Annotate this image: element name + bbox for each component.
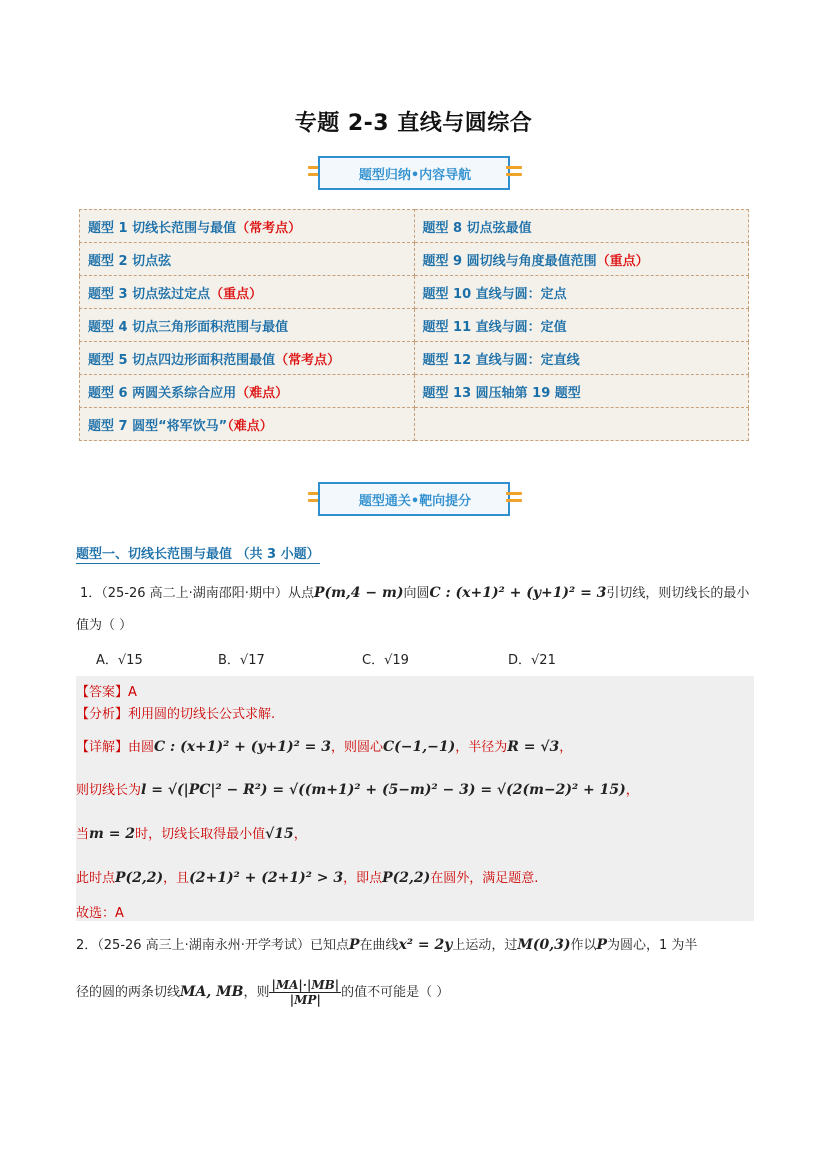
point-p: P(2,2) bbox=[115, 870, 164, 886]
q2-text: ，则 bbox=[243, 985, 270, 1000]
min-value: √15 bbox=[265, 826, 294, 842]
answer-panel bbox=[76, 676, 754, 921]
option-a: A．√15 bbox=[96, 653, 143, 668]
nav-topic-cell[interactable] bbox=[414, 210, 749, 243]
detail-text: ，即点 bbox=[343, 871, 383, 886]
analysis-line: 【分析】利用圆的切线长公式求解. bbox=[76, 707, 276, 722]
detail-text: ，且 bbox=[163, 871, 190, 886]
nav-topic-label: 题型 8 切点弦最值 bbox=[422, 220, 532, 236]
detail-circle: C : (x+1)² + (y+1)² = 3 bbox=[154, 739, 331, 755]
q1-circle: C : (x+1)² + (y+1)² = 3 bbox=[429, 585, 607, 601]
detail-text: 【详解】由圆 bbox=[76, 740, 155, 755]
nav-topic-label: 题型 4 切点三角形面积范围与最值 bbox=[88, 319, 289, 335]
choice-line: 故选：A bbox=[76, 906, 124, 921]
nav-topic-label: 题型 1 切线长范围与最值 bbox=[88, 220, 237, 236]
nav-topic-cell[interactable] bbox=[414, 375, 749, 408]
tangent-length-line bbox=[76, 779, 639, 798]
q2-point-m: M(0,3) bbox=[517, 937, 571, 953]
detail-text: ， bbox=[625, 783, 639, 798]
option-b: B．√17 bbox=[218, 653, 265, 668]
q2-fraction bbox=[269, 978, 341, 1007]
nav-topic-cell[interactable] bbox=[80, 375, 415, 408]
q2-text: 径的圆的两条切线 bbox=[76, 985, 181, 1000]
nav-topic-tag: （难点） bbox=[227, 418, 273, 434]
detail-text: 则切线长为 bbox=[76, 783, 142, 798]
banner-right-ornament bbox=[506, 492, 522, 506]
nav-topic-cell[interactable] bbox=[80, 243, 415, 276]
q2-point-p: P bbox=[596, 937, 608, 953]
minimum-line bbox=[76, 823, 307, 842]
tangent-length-formula: l = √(|PC|² − R²) = √((m+1)² + (5−m)² − 3) = √(2(m−2)² + 15) bbox=[141, 782, 626, 798]
nav-row bbox=[80, 309, 749, 342]
banner-label: 题型归纳•内容导航 bbox=[358, 168, 472, 183]
detail-text: 此时点 bbox=[76, 871, 116, 886]
nav-topic-cell[interactable] bbox=[414, 342, 749, 375]
q2-point-p: P bbox=[348, 937, 360, 953]
nav-topic-cell[interactable] bbox=[414, 276, 749, 309]
q2-text: 为圆心，1 为半 bbox=[607, 938, 698, 953]
q2-text: 上运动，过 bbox=[452, 938, 518, 953]
detail-text: ， bbox=[559, 740, 573, 755]
nav-row bbox=[80, 276, 749, 309]
q2-text: 的值不可能是（ ） bbox=[341, 985, 450, 1000]
detail-text: 时，切线长取得最小值 bbox=[135, 827, 266, 842]
option-c: C．√19 bbox=[362, 653, 409, 668]
fraction-denominator: |MP| bbox=[289, 993, 321, 1007]
section-heading: 题型一、切线长范围与最值 （共 3 小题） bbox=[76, 543, 320, 564]
q2-source: 2．（25-26 高三上·湖南永州·开学考试）已知点 bbox=[76, 938, 349, 953]
q2-text: 作以 bbox=[570, 938, 597, 953]
q1-text: 向圆 bbox=[403, 586, 430, 601]
nav-topic-label: 题型 2 切点弦 bbox=[88, 253, 172, 269]
question-1-line1 bbox=[80, 582, 749, 601]
detail-text: ，则圆心 bbox=[330, 740, 383, 755]
answer-line: 【答案】A bbox=[76, 685, 137, 700]
nav-topic-tag: （难点） bbox=[236, 385, 289, 401]
practice-banner bbox=[308, 482, 522, 520]
topic-nav-table bbox=[79, 209, 749, 441]
nav-topic-cell[interactable] bbox=[80, 342, 415, 375]
nav-topic-cell bbox=[414, 408, 749, 441]
nav-row bbox=[80, 408, 749, 441]
nav-topic-label: 题型 3 切点弦过定点 bbox=[88, 286, 211, 302]
fraction-numerator: |MA|·|MB| bbox=[271, 978, 340, 992]
detail-radius: R = √3 bbox=[507, 739, 560, 755]
detail-text: ， bbox=[293, 827, 307, 842]
nav-topic-tag: （常考点） bbox=[275, 352, 341, 368]
q2-tangent-lines: MA, MB bbox=[180, 984, 244, 1000]
nav-topic-cell[interactable] bbox=[414, 309, 749, 342]
nav-row bbox=[80, 375, 749, 408]
q2-curve: x² = 2y bbox=[398, 937, 453, 953]
nav-topic-label: 题型 13 圆压轴第 19 题型 bbox=[422, 385, 581, 401]
nav-topic-cell[interactable] bbox=[414, 243, 749, 276]
question-2-line1 bbox=[76, 934, 697, 953]
nav-topic-label: 题型 6 两圆关系综合应用 bbox=[88, 385, 237, 401]
point-p: P(2,2) bbox=[382, 870, 431, 886]
nav-topic-label: 题型 7 圆型“将军饮马” bbox=[88, 418, 228, 434]
inequality: (2+1)² + (2+1)² > 3 bbox=[189, 870, 344, 886]
q1-point: P(m,4 − m) bbox=[313, 585, 404, 601]
point-check-line bbox=[76, 867, 538, 886]
nav-row bbox=[80, 342, 749, 375]
nav-banner bbox=[308, 156, 522, 194]
detail-text: 当 bbox=[76, 827, 90, 842]
detail-line bbox=[76, 736, 572, 755]
nav-topic-label: 题型 10 直线与圆：定点 bbox=[422, 286, 567, 302]
m-value: m = 2 bbox=[89, 826, 136, 842]
detail-text: 在圆外，满足题意. bbox=[430, 871, 539, 886]
page-title: 专题 2-3 直线与圆综合 bbox=[294, 111, 533, 136]
nav-row bbox=[80, 210, 749, 243]
nav-topic-cell[interactable] bbox=[80, 276, 415, 309]
detail-text: ，半径为 bbox=[455, 740, 508, 755]
option-d: D．√21 bbox=[508, 653, 556, 668]
question-2-line2 bbox=[76, 978, 449, 1007]
nav-topic-cell[interactable] bbox=[80, 210, 415, 243]
nav-topic-cell[interactable] bbox=[80, 309, 415, 342]
q1-source: 1．（25-26 高二上·湖南邵阳·期中）从点 bbox=[80, 586, 314, 601]
nav-topic-label: 题型 9 圆切线与角度最值范围 bbox=[422, 253, 597, 269]
q1-text: 引切线，则切线长的最小 bbox=[606, 586, 750, 601]
question-1-line2: 值为（ ） bbox=[76, 618, 133, 633]
banner-label: 题型通关•靶向提分 bbox=[358, 494, 472, 509]
nav-topic-tag: （常考点） bbox=[236, 220, 302, 236]
nav-row bbox=[80, 243, 749, 276]
nav-topic-label: 题型 11 直线与圆：定值 bbox=[422, 319, 567, 335]
detail-center: C(−1,−1) bbox=[382, 739, 456, 755]
nav-topic-tag: （重点） bbox=[596, 253, 649, 269]
nav-topic-label: 题型 5 切点四边形面积范围最值 bbox=[88, 352, 276, 368]
q2-text: 在曲线 bbox=[359, 938, 399, 953]
nav-topic-label: 题型 12 直线与圆：定直线 bbox=[422, 352, 580, 368]
nav-topic-cell[interactable] bbox=[80, 408, 415, 441]
banner-right-ornament bbox=[506, 166, 522, 180]
nav-topic-tag: （重点） bbox=[210, 286, 263, 302]
